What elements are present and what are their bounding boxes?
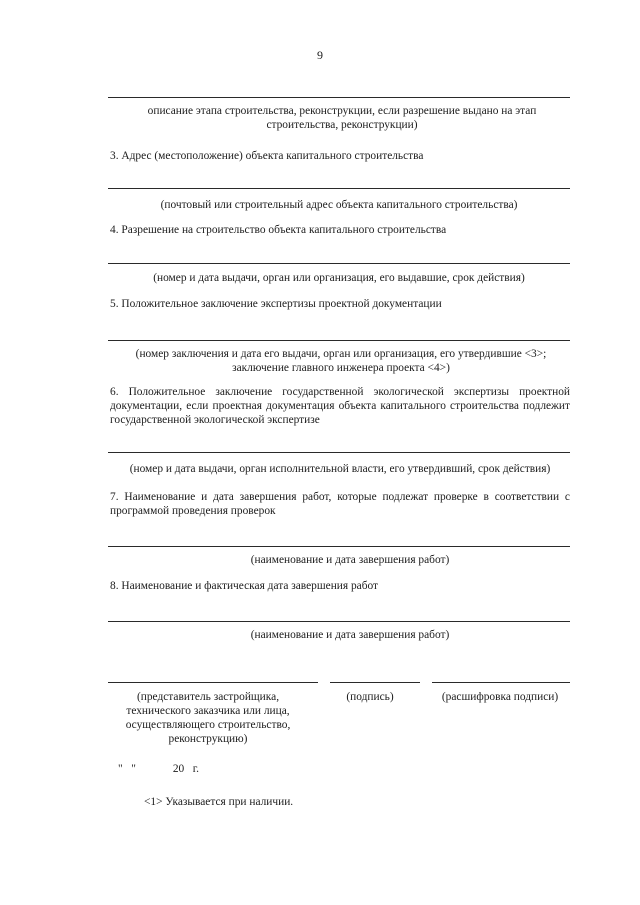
footnote: <1> Указывается при наличии. — [144, 796, 294, 808]
expertise-heading: 5. Положительное заключение экспертизы проектной документации — [110, 298, 442, 310]
page-number: 9 — [317, 48, 323, 62]
address-caption: (почтовый или строительный адрес объекта капитального строительства) — [160, 199, 518, 211]
date-line: " " 20 г. — [118, 763, 200, 775]
permit-caption: (номер и дата выдачи, орган или организация, его выдавшие, срок действия) — [153, 272, 525, 284]
ecology-heading: 6. Положительное заключение государственной экологической экспертизы проектной документации, если проектная документация объекта капитального строительства подлежит государственной экологической экспертизе — [110, 386, 570, 426]
decoding-caption: (расшифровка подписи) — [441, 691, 559, 703]
actual-works-heading: 8. Наименование и фактическая дата завершения работ — [110, 580, 379, 592]
ecology-rule — [108, 452, 570, 453]
expertise-rule — [108, 340, 570, 341]
actual-works-caption: (наименование и дата завершения работ) — [250, 629, 450, 641]
ecology-caption: (номер и дата выдачи, орган исполнительной власти, его утвердивший, срок действия) — [129, 463, 551, 475]
permit-heading: 4. Разрешение на строительство объекта капитального строительства — [110, 224, 447, 236]
actual-works-rule — [108, 621, 570, 622]
works-to-check-heading: 7. Наименование и дата завершения работ, которые подлежат проверке в соответствии с программой проведения проверок — [110, 491, 570, 517]
stage-caption: описание этапа строительства, реконструкции, если разрешение выдано на этап строительства, реконструкции) — [147, 105, 537, 131]
stage-rule — [108, 97, 570, 98]
signature-line — [330, 682, 420, 683]
works-to-check-rule — [108, 546, 570, 547]
representative-caption: (представитель застройщика, технического заказчика или лица, осуществляющего строительство, реконструкцию) — [125, 691, 291, 745]
address-rule — [108, 188, 570, 189]
permit-rule — [108, 263, 570, 264]
decoding-line — [432, 682, 570, 683]
address-heading: 3. Адрес (местоположение) объекта капитального строительства — [110, 150, 424, 162]
signature-caption: (подпись) — [346, 691, 394, 703]
expertise-caption: (номер заключения и дата его выдачи, орган или организация, его утвердившие <3>; заключение главного инженера проекта <4>) — [135, 348, 547, 374]
representative-line — [108, 682, 318, 683]
works-to-check-caption: (наименование и дата завершения работ) — [250, 554, 450, 566]
